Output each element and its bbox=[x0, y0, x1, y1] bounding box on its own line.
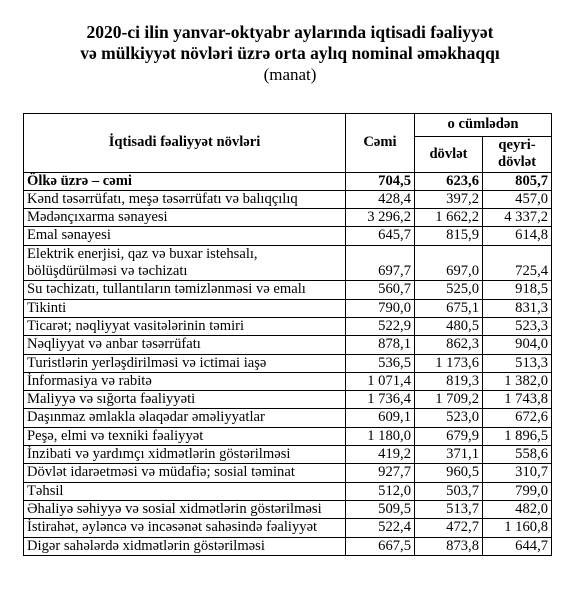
row-nonstate: 904,0 bbox=[483, 336, 552, 354]
row-state: 371,1 bbox=[415, 446, 483, 464]
table-row bbox=[24, 336, 552, 354]
row-nonstate: 805,7 bbox=[483, 172, 552, 190]
row-total: 609,1 bbox=[346, 409, 415, 427]
wage-table bbox=[23, 113, 552, 556]
row-total: 1 736,4 bbox=[346, 391, 415, 409]
row-total: 704,5 bbox=[346, 172, 415, 190]
row-total: 428,4 bbox=[346, 190, 415, 208]
row-name bbox=[24, 245, 346, 281]
row-state: 480,5 bbox=[415, 317, 483, 335]
row-state: 697,0 bbox=[415, 245, 483, 281]
table-row bbox=[24, 446, 552, 464]
table-row bbox=[24, 245, 552, 281]
row-total: 878,1 bbox=[346, 336, 415, 354]
table-row-country-total bbox=[24, 172, 552, 190]
row-name: Dövlət idarəetməsi və müdafiə; sosial təminat bbox=[24, 464, 346, 482]
row-nonstate: 725,4 bbox=[483, 245, 552, 281]
row-total: 3 296,2 bbox=[346, 209, 415, 227]
table-row bbox=[24, 227, 552, 245]
table-row bbox=[24, 190, 552, 208]
table-row bbox=[24, 500, 552, 518]
row-state: 1 173,6 bbox=[415, 354, 483, 372]
header-state: dövlət bbox=[415, 137, 483, 173]
table-row bbox=[24, 482, 552, 500]
table-row bbox=[24, 464, 552, 482]
row-state: 513,7 bbox=[415, 500, 483, 518]
row-nonstate: 1 743,8 bbox=[483, 391, 552, 409]
table-row bbox=[24, 317, 552, 335]
row-state: 525,0 bbox=[415, 281, 483, 299]
row-total: 1 071,4 bbox=[346, 372, 415, 390]
table-row bbox=[24, 299, 552, 317]
row-total: 522,4 bbox=[346, 519, 415, 537]
row-nonstate: 482,0 bbox=[483, 500, 552, 518]
table-row bbox=[24, 281, 552, 299]
row-state: 679,9 bbox=[415, 427, 483, 445]
row-nonstate: 614,8 bbox=[483, 227, 552, 245]
row-total: 536,5 bbox=[346, 354, 415, 372]
row-total: 1 180,0 bbox=[346, 427, 415, 445]
table-row bbox=[24, 537, 552, 555]
row-state: 862,3 bbox=[415, 336, 483, 354]
row-nonstate: 799,0 bbox=[483, 482, 552, 500]
row-state: 675,1 bbox=[415, 299, 483, 317]
row-name: Turistlərin yerləşdirilməsi və ictimai iaşə bbox=[24, 354, 346, 372]
table-row bbox=[24, 391, 552, 409]
table-row bbox=[24, 209, 552, 227]
row-name: Digər sahələrdə xidmətlərin göstərilməsi bbox=[24, 537, 346, 555]
row-name: Daşınmaz əmlakla əlaqədar əməliyyatlar bbox=[24, 409, 346, 427]
row-total: 645,7 bbox=[346, 227, 415, 245]
row-name: Kənd təsərrüfatı, meşə təsərrüfatı və balıqçılıq bbox=[24, 190, 346, 208]
row-nonstate: 1 896,5 bbox=[483, 427, 552, 445]
row-name: Əhaliyə səhiyyə və sosial xidmətlərin göstərilməsi bbox=[24, 500, 346, 518]
row-total: 667,5 bbox=[346, 537, 415, 555]
document-title-line-2: və mülkiyyət növləri üzrə orta aylıq nominal əməkhaqqı bbox=[80, 43, 500, 63]
row-name-line-2: bölüşdürülməsi və təchizatı bbox=[27, 263, 188, 280]
row-nonstate: 831,3 bbox=[483, 299, 552, 317]
row-total: 790,0 bbox=[346, 299, 415, 317]
row-total: 419,2 bbox=[346, 446, 415, 464]
row-state: 623,6 bbox=[415, 172, 483, 190]
row-state: 960,5 bbox=[415, 464, 483, 482]
row-state: 523,0 bbox=[415, 409, 483, 427]
header-nonstate bbox=[483, 137, 552, 173]
row-total: 522,9 bbox=[346, 317, 415, 335]
table-row bbox=[24, 372, 552, 390]
document-title-line-1: 2020-ci ilin yanvar-oktyabr aylarında iqtisadi fəaliyyət bbox=[86, 22, 494, 42]
table-row bbox=[24, 409, 552, 427]
row-name: İnformasiya və rabitə bbox=[24, 372, 346, 390]
row-nonstate: 672,6 bbox=[483, 409, 552, 427]
row-name: Peşə, elmi və texniki fəaliyyət bbox=[24, 427, 346, 445]
header-nonstate-line-2: dövlət bbox=[497, 154, 537, 171]
table-row bbox=[24, 519, 552, 537]
unit-label: (manat) bbox=[263, 65, 317, 84]
row-state: 503,7 bbox=[415, 482, 483, 500]
row-name: Nəqliyyat və anbar təsərrüfatı bbox=[24, 336, 346, 354]
row-nonstate: 523,3 bbox=[483, 317, 552, 335]
row-name: İstirahət, əyləncə və incəsənət sahəsində fəaliyyət bbox=[24, 519, 346, 537]
row-state: 397,2 bbox=[415, 190, 483, 208]
row-name: Su təchizatı, tullantıların təmizlənməsi və emalı bbox=[24, 281, 346, 299]
row-nonstate: 310,7 bbox=[483, 464, 552, 482]
row-name: İnzibati və yardımçı xidmətlərin göstərilməsi bbox=[24, 446, 346, 464]
header-total: Cəmi bbox=[346, 114, 415, 173]
row-nonstate: 4 337,2 bbox=[483, 209, 552, 227]
row-nonstate: 513,3 bbox=[483, 354, 552, 372]
row-nonstate: 457,0 bbox=[483, 190, 552, 208]
row-total: 509,5 bbox=[346, 500, 415, 518]
row-state: 472,7 bbox=[415, 519, 483, 537]
row-nonstate: 1 160,8 bbox=[483, 519, 552, 537]
row-name: Maliyyə və sığorta fəaliyyəti bbox=[24, 391, 346, 409]
row-name: Ticarət; nəqliyyat vasitələrinin təmiri bbox=[24, 317, 346, 335]
row-state: 873,8 bbox=[415, 537, 483, 555]
row-name: Mədənçıxarma sənayesi bbox=[24, 209, 346, 227]
row-total: 512,0 bbox=[346, 482, 415, 500]
row-total: 560,7 bbox=[346, 281, 415, 299]
row-total: 697,7 bbox=[346, 245, 415, 281]
table-row bbox=[24, 354, 552, 372]
header-activity: İqtisadi fəaliyyət növləri bbox=[24, 114, 346, 173]
row-name: Təhsil bbox=[24, 482, 346, 500]
row-state: 1 662,2 bbox=[415, 209, 483, 227]
row-name: Ölkə üzrə – cəmi bbox=[24, 172, 346, 190]
row-nonstate: 1 382,0 bbox=[483, 372, 552, 390]
row-name: Emal sənayesi bbox=[24, 227, 346, 245]
row-state: 819,3 bbox=[415, 372, 483, 390]
row-name-line-1: Elektrik enerjisi, qaz və buxar istehsalı, bbox=[27, 245, 258, 262]
row-nonstate: 644,7 bbox=[483, 537, 552, 555]
table-row bbox=[24, 427, 552, 445]
header-nonstate-line-1: qeyri- bbox=[498, 137, 536, 153]
row-nonstate: 558,6 bbox=[483, 446, 552, 464]
row-state: 1 709,2 bbox=[415, 391, 483, 409]
row-nonstate: 918,5 bbox=[483, 281, 552, 299]
row-state: 815,9 bbox=[415, 227, 483, 245]
row-name: Tikinti bbox=[24, 299, 346, 317]
row-total: 927,7 bbox=[346, 464, 415, 482]
header-including: o cümlədən bbox=[415, 114, 552, 137]
